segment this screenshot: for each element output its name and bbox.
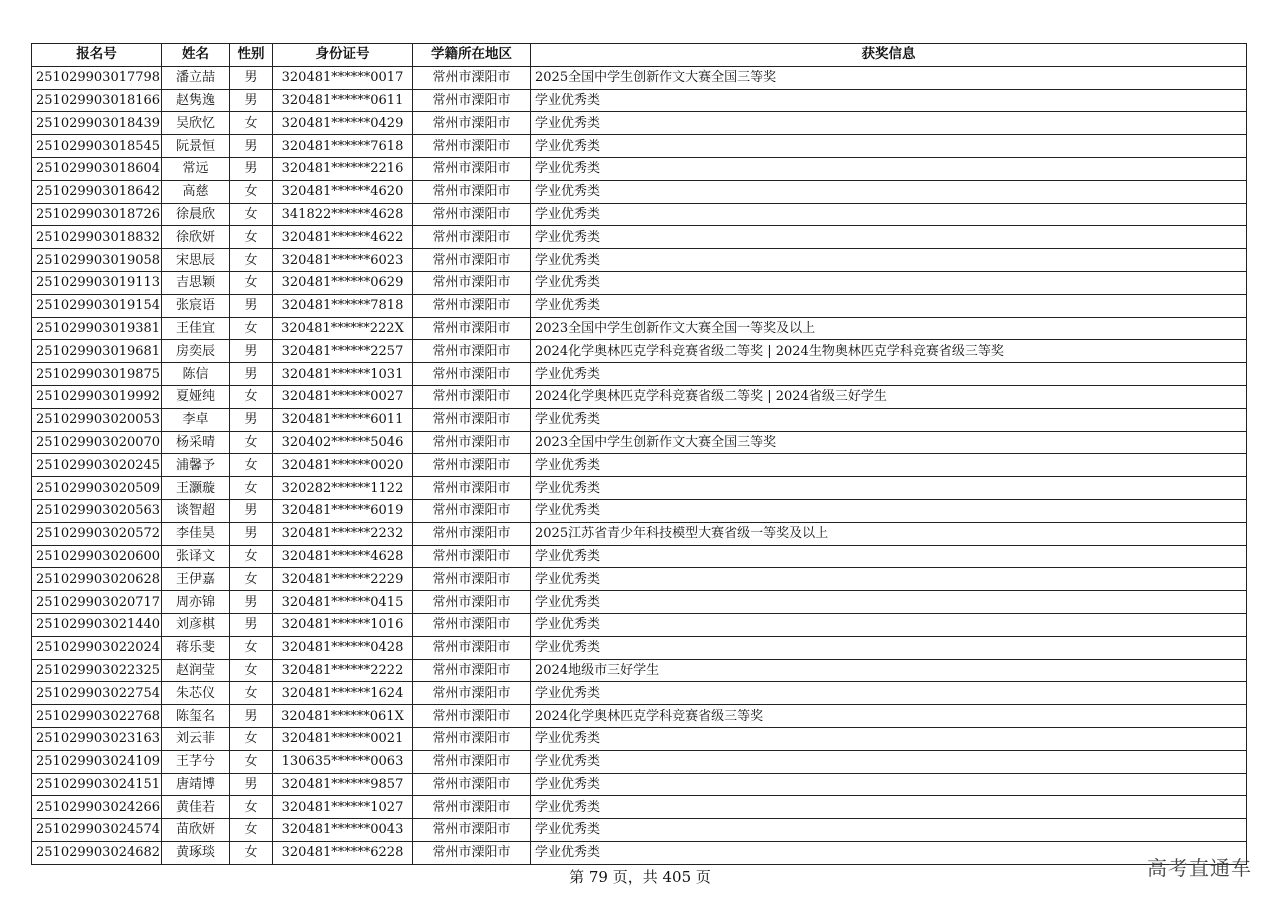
table-row	[32, 591, 1247, 614]
cell-id-card: 320481******2216	[273, 157, 413, 180]
cell-gender: 女	[230, 819, 273, 842]
table-header-row	[32, 44, 1247, 67]
cell-region: 常州市溧阳市	[413, 613, 531, 636]
table-row	[32, 773, 1247, 796]
cell-name: 刘彦棋	[162, 613, 230, 636]
cell-name: 李卓	[162, 408, 230, 431]
cell-name: 赵隽逸	[162, 89, 230, 112]
cell-name: 黄佳若	[162, 796, 230, 819]
watermark-text: 高考直通车	[1147, 856, 1252, 880]
header-gender: 性别	[230, 44, 273, 67]
cell-gender: 男	[230, 773, 273, 796]
cell-gender: 男	[230, 363, 273, 386]
cell-registration-no: 251029903018439	[32, 112, 162, 135]
cell-registration-no: 251029903023163	[32, 727, 162, 750]
cell-gender: 男	[230, 157, 273, 180]
cell-gender: 女	[230, 431, 273, 454]
cell-region: 常州市溧阳市	[413, 841, 531, 864]
cell-registration-no: 251029903019875	[32, 363, 162, 386]
cell-gender: 男	[230, 522, 273, 545]
table-row	[32, 659, 1247, 682]
cell-award-info: 2025全国中学生创新作文大赛全国三等奖	[531, 66, 1247, 89]
cell-registration-no: 251029903020245	[32, 454, 162, 477]
table-row	[32, 294, 1247, 317]
cell-award-info: 学业优秀类	[531, 591, 1247, 614]
table-row	[32, 363, 1247, 386]
table-row	[32, 249, 1247, 272]
cell-id-card: 320481******0629	[273, 271, 413, 294]
cell-gender: 女	[230, 796, 273, 819]
cell-id-card: 320481******0611	[273, 89, 413, 112]
cell-registration-no: 251029903018545	[32, 135, 162, 158]
cell-gender: 女	[230, 727, 273, 750]
cell-registration-no: 251029903024109	[32, 750, 162, 773]
cell-award-info: 学业优秀类	[531, 271, 1247, 294]
cell-id-card: 320481******0429	[273, 112, 413, 135]
cell-registration-no: 251029903021440	[32, 613, 162, 636]
cell-id-card: 320481******1016	[273, 613, 413, 636]
cell-award-info: 2024地级市三好学生	[531, 659, 1247, 682]
cell-gender: 女	[230, 750, 273, 773]
table-row	[32, 340, 1247, 363]
header-name: 姓名	[162, 44, 230, 67]
cell-region: 常州市溧阳市	[413, 727, 531, 750]
cell-registration-no: 251029903019154	[32, 294, 162, 317]
cell-id-card: 320481******0428	[273, 636, 413, 659]
cell-region: 常州市溧阳市	[413, 545, 531, 568]
cell-region: 常州市溧阳市	[413, 819, 531, 842]
cell-id-card: 320481******6023	[273, 249, 413, 272]
cell-region: 常州市溧阳市	[413, 157, 531, 180]
cell-region: 常州市溧阳市	[413, 568, 531, 591]
cell-registration-no: 251029903020572	[32, 522, 162, 545]
cell-region: 常州市溧阳市	[413, 317, 531, 340]
cell-registration-no: 251029903019681	[32, 340, 162, 363]
cell-id-card: 320481******4620	[273, 180, 413, 203]
cell-registration-no: 251029903018642	[32, 180, 162, 203]
cell-gender: 男	[230, 89, 273, 112]
cell-name: 王灏璇	[162, 477, 230, 500]
cell-region: 常州市溧阳市	[413, 180, 531, 203]
cell-region: 常州市溧阳市	[413, 112, 531, 135]
cell-name: 陈玺名	[162, 705, 230, 728]
cell-id-card: 320481******0017	[273, 66, 413, 89]
cell-name: 周亦锦	[162, 591, 230, 614]
cell-registration-no: 251029903019992	[32, 385, 162, 408]
cell-award-info: 学业优秀类	[531, 249, 1247, 272]
cell-award-info: 学业优秀类	[531, 226, 1247, 249]
cell-gender: 男	[230, 613, 273, 636]
cell-gender: 男	[230, 66, 273, 89]
cell-region: 常州市溧阳市	[413, 89, 531, 112]
cell-registration-no: 251029903020563	[32, 499, 162, 522]
cell-award-info: 学业优秀类	[531, 294, 1247, 317]
cell-id-card: 130635******0063	[273, 750, 413, 773]
cell-id-card: 320481******0020	[273, 454, 413, 477]
cell-region: 常州市溧阳市	[413, 271, 531, 294]
table-body	[32, 66, 1247, 864]
cell-region: 常州市溧阳市	[413, 226, 531, 249]
cell-award-info: 学业优秀类	[531, 841, 1247, 864]
cell-registration-no: 251029903018832	[32, 226, 162, 249]
cell-gender: 男	[230, 135, 273, 158]
header-award-info: 获奖信息	[531, 44, 1247, 67]
cell-award-info: 学业优秀类	[531, 454, 1247, 477]
table-row	[32, 636, 1247, 659]
table-row	[32, 385, 1247, 408]
cell-region: 常州市溧阳市	[413, 431, 531, 454]
cell-gender: 男	[230, 294, 273, 317]
cell-region: 常州市溧阳市	[413, 499, 531, 522]
cell-gender: 女	[230, 180, 273, 203]
cell-award-info: 学业优秀类	[531, 477, 1247, 500]
table-row	[32, 499, 1247, 522]
table-row	[32, 727, 1247, 750]
cell-gender: 女	[230, 636, 273, 659]
cell-registration-no: 251029903024151	[32, 773, 162, 796]
cell-gender: 女	[230, 841, 273, 864]
cell-gender: 女	[230, 317, 273, 340]
table-row	[32, 317, 1247, 340]
cell-registration-no: 251029903018726	[32, 203, 162, 226]
cell-registration-no: 251029903019113	[32, 271, 162, 294]
cell-id-card: 320481******0415	[273, 591, 413, 614]
cell-region: 常州市溧阳市	[413, 203, 531, 226]
table-row	[32, 431, 1247, 454]
table-row	[32, 408, 1247, 431]
cell-name: 阮景恒	[162, 135, 230, 158]
cell-registration-no: 251029903017798	[32, 66, 162, 89]
cell-region: 常州市溧阳市	[413, 682, 531, 705]
cell-award-info: 学业优秀类	[531, 773, 1247, 796]
cell-award-info: 学业优秀类	[531, 819, 1247, 842]
cell-registration-no: 251029903020053	[32, 408, 162, 431]
cell-gender: 女	[230, 545, 273, 568]
cell-registration-no: 251029903020070	[32, 431, 162, 454]
cell-id-card: 320402******5046	[273, 431, 413, 454]
cell-region: 常州市溧阳市	[413, 636, 531, 659]
cell-name: 吴欣忆	[162, 112, 230, 135]
table-row	[32, 522, 1247, 545]
cell-id-card: 320481******2257	[273, 340, 413, 363]
cell-award-info: 学业优秀类	[531, 180, 1247, 203]
cell-region: 常州市溧阳市	[413, 591, 531, 614]
table-row	[32, 203, 1247, 226]
cell-award-info: 学业优秀类	[531, 135, 1247, 158]
cell-name: 李佳昊	[162, 522, 230, 545]
cell-id-card: 341822******4628	[273, 203, 413, 226]
cell-name: 陈信	[162, 363, 230, 386]
cell-gender: 女	[230, 659, 273, 682]
cell-name: 徐晨欣	[162, 203, 230, 226]
cell-id-card: 320481******1624	[273, 682, 413, 705]
cell-award-info: 学业优秀类	[531, 408, 1247, 431]
cell-name: 张宸语	[162, 294, 230, 317]
table-row	[32, 89, 1247, 112]
cell-id-card: 320481******2229	[273, 568, 413, 591]
cell-region: 常州市溧阳市	[413, 135, 531, 158]
table-row	[32, 112, 1247, 135]
cell-name: 王芓兮	[162, 750, 230, 773]
cell-registration-no: 251029903019058	[32, 249, 162, 272]
cell-gender: 女	[230, 271, 273, 294]
cell-name: 黄琢琰	[162, 841, 230, 864]
cell-region: 常州市溧阳市	[413, 294, 531, 317]
cell-region: 常州市溧阳市	[413, 796, 531, 819]
cell-award-info: 学业优秀类	[531, 363, 1247, 386]
page-number: 第 79 页，共 405 页	[569, 868, 711, 886]
cell-name: 谈智超	[162, 499, 230, 522]
cell-gender: 女	[230, 454, 273, 477]
cell-gender: 女	[230, 249, 273, 272]
cell-region: 常州市溧阳市	[413, 340, 531, 363]
cell-name: 蒋乐斐	[162, 636, 230, 659]
table-row	[32, 454, 1247, 477]
header-registration-no: 报名号	[32, 44, 162, 67]
cell-award-info: 2024化学奥林匹克学科竞赛省级三等奖	[531, 705, 1247, 728]
cell-id-card: 320481******1027	[273, 796, 413, 819]
cell-id-card: 320481******4628	[273, 545, 413, 568]
cell-name: 苗欣妍	[162, 819, 230, 842]
cell-name: 张译文	[162, 545, 230, 568]
cell-name: 夏娅纯	[162, 385, 230, 408]
cell-region: 常州市溧阳市	[413, 750, 531, 773]
cell-id-card: 320481******9857	[273, 773, 413, 796]
cell-registration-no: 251029903022754	[32, 682, 162, 705]
table-row	[32, 568, 1247, 591]
cell-region: 常州市溧阳市	[413, 659, 531, 682]
cell-id-card: 320481******6011	[273, 408, 413, 431]
cell-award-info: 学业优秀类	[531, 613, 1247, 636]
cell-registration-no: 251029903022325	[32, 659, 162, 682]
cell-id-card: 320481******222X	[273, 317, 413, 340]
cell-id-card: 320481******7618	[273, 135, 413, 158]
table-row	[32, 545, 1247, 568]
cell-name: 潘立喆	[162, 66, 230, 89]
cell-registration-no: 251029903022024	[32, 636, 162, 659]
cell-registration-no: 251029903020509	[32, 477, 162, 500]
table-row	[32, 271, 1247, 294]
cell-registration-no: 251029903020628	[32, 568, 162, 591]
cell-name: 宋思辰	[162, 249, 230, 272]
cell-name: 常远	[162, 157, 230, 180]
cell-name: 高慈	[162, 180, 230, 203]
cell-registration-no: 251029903019381	[32, 317, 162, 340]
cell-name: 王佳宜	[162, 317, 230, 340]
cell-id-card: 320481******2222	[273, 659, 413, 682]
cell-award-info: 2023全国中学生创新作文大赛全国一等奖及以上	[531, 317, 1247, 340]
cell-award-info: 学业优秀类	[531, 682, 1247, 705]
cell-id-card: 320481******6019	[273, 499, 413, 522]
cell-name: 杨采晴	[162, 431, 230, 454]
cell-region: 常州市溧阳市	[413, 249, 531, 272]
cell-id-card: 320481******0021	[273, 727, 413, 750]
cell-id-card: 320282******1122	[273, 477, 413, 500]
cell-award-info: 学业优秀类	[531, 157, 1247, 180]
cell-name: 唐靖博	[162, 773, 230, 796]
cell-award-info: 学业优秀类	[531, 499, 1247, 522]
cell-id-card: 320481******6228	[273, 841, 413, 864]
cell-award-info: 学业优秀类	[531, 796, 1247, 819]
cell-region: 常州市溧阳市	[413, 454, 531, 477]
cell-gender: 男	[230, 591, 273, 614]
cell-award-info: 学业优秀类	[531, 89, 1247, 112]
cell-id-card: 320481******4622	[273, 226, 413, 249]
table-row	[32, 613, 1247, 636]
cell-registration-no: 251029903024574	[32, 819, 162, 842]
cell-award-info: 2023全国中学生创新作文大赛全国三等奖	[531, 431, 1247, 454]
cell-region: 常州市溧阳市	[413, 477, 531, 500]
table-row	[32, 157, 1247, 180]
table-row	[32, 750, 1247, 773]
cell-name: 房奕辰	[162, 340, 230, 363]
cell-registration-no: 251029903022768	[32, 705, 162, 728]
cell-registration-no: 251029903024266	[32, 796, 162, 819]
header-id-card: 身份证号	[273, 44, 413, 67]
cell-gender: 女	[230, 568, 273, 591]
cell-registration-no: 251029903018166	[32, 89, 162, 112]
cell-gender: 男	[230, 408, 273, 431]
cell-id-card: 320481******7818	[273, 294, 413, 317]
cell-region: 常州市溧阳市	[413, 773, 531, 796]
cell-id-card: 320481******0027	[273, 385, 413, 408]
cell-award-info: 学业优秀类	[531, 545, 1247, 568]
cell-gender: 男	[230, 340, 273, 363]
table-row	[32, 819, 1247, 842]
cell-award-info: 学业优秀类	[531, 112, 1247, 135]
cell-region: 常州市溧阳市	[413, 66, 531, 89]
cell-award-info: 学业优秀类	[531, 636, 1247, 659]
cell-name: 朱芯仪	[162, 682, 230, 705]
cell-gender: 男	[230, 705, 273, 728]
cell-region: 常州市溧阳市	[413, 385, 531, 408]
cell-gender: 女	[230, 112, 273, 135]
cell-name: 王伊嘉	[162, 568, 230, 591]
cell-id-card: 320481******061X	[273, 705, 413, 728]
table-row	[32, 477, 1247, 500]
cell-gender: 女	[230, 203, 273, 226]
cell-award-info: 学业优秀类	[531, 203, 1247, 226]
cell-id-card: 320481******0043	[273, 819, 413, 842]
cell-region: 常州市溧阳市	[413, 408, 531, 431]
cell-award-info: 2024化学奥林匹克学科竞赛省级二等奖 | 2024省级三好学生	[531, 385, 1247, 408]
cell-award-info: 2025江苏省青少年科技模型大赛省级一等奖及以上	[531, 522, 1247, 545]
cell-gender: 女	[230, 477, 273, 500]
cell-name: 吉思颖	[162, 271, 230, 294]
header-region: 学籍所在地区	[413, 44, 531, 67]
table-row	[32, 226, 1247, 249]
table-row	[32, 705, 1247, 728]
cell-award-info: 2024化学奥林匹克学科竞赛省级二等奖 | 2024生物奥林匹克学科竞赛省级三等奖	[531, 340, 1247, 363]
cell-registration-no: 251029903018604	[32, 157, 162, 180]
table-row	[32, 135, 1247, 158]
cell-award-info: 学业优秀类	[531, 750, 1247, 773]
cell-region: 常州市溧阳市	[413, 363, 531, 386]
table-row	[32, 180, 1247, 203]
cell-id-card: 320481******1031	[273, 363, 413, 386]
cell-registration-no: 251029903020600	[32, 545, 162, 568]
cell-region: 常州市溧阳市	[413, 705, 531, 728]
table-row	[32, 682, 1247, 705]
table-row	[32, 66, 1247, 89]
cell-award-info: 学业优秀类	[531, 727, 1247, 750]
cell-registration-no: 251029903020717	[32, 591, 162, 614]
cell-award-info: 学业优秀类	[531, 568, 1247, 591]
cell-name: 浦馨予	[162, 454, 230, 477]
cell-id-card: 320481******2232	[273, 522, 413, 545]
cell-name: 刘云菲	[162, 727, 230, 750]
table-row	[32, 796, 1247, 819]
cell-gender: 男	[230, 499, 273, 522]
cell-region: 常州市溧阳市	[413, 522, 531, 545]
cell-registration-no: 251029903024682	[32, 841, 162, 864]
cell-gender: 女	[230, 385, 273, 408]
cell-name: 赵润莹	[162, 659, 230, 682]
admission-table	[31, 43, 1247, 865]
table-row	[32, 841, 1247, 864]
cell-gender: 女	[230, 682, 273, 705]
cell-gender: 女	[230, 226, 273, 249]
cell-name: 徐欣妍	[162, 226, 230, 249]
